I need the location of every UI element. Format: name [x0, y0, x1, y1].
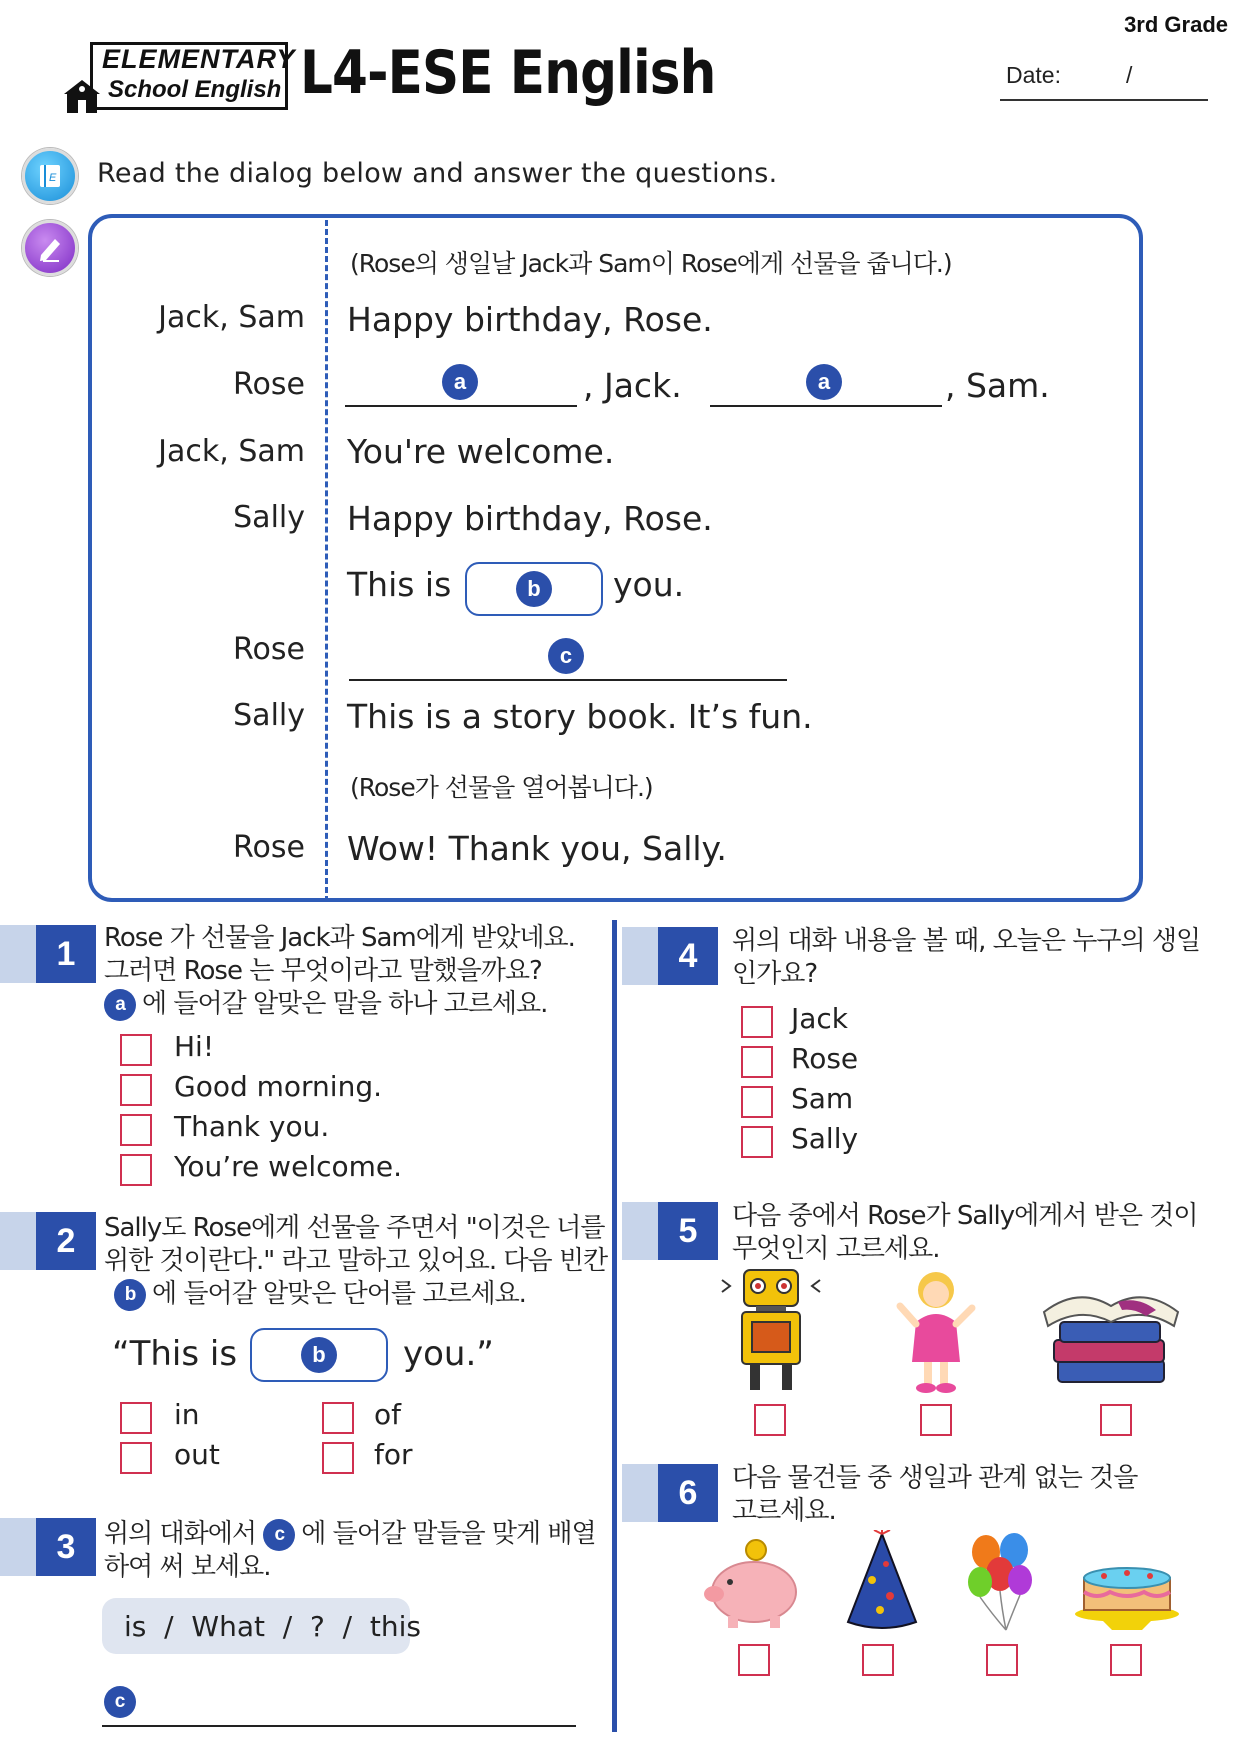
- dialog-line: This is a story book. It’s fun.: [347, 697, 813, 736]
- speaker-label: Jack, Sam: [158, 300, 305, 335]
- dialog-line: This is: [347, 565, 452, 604]
- logo-text-line1: ELEMENTARY: [102, 44, 296, 74]
- q4-option-label: Sally: [791, 1122, 859, 1155]
- question-5-text: 다음 중에서 Rose가 Sally에게서 받은 것이 무엇인지 고르세요.: [732, 1201, 1198, 1264]
- question-number-3: 3: [36, 1518, 96, 1576]
- q6-option-checkbox[interactable]: [738, 1644, 770, 1676]
- book-icon: [22, 148, 78, 204]
- date-slash: /: [1126, 62, 1133, 88]
- question-number-2: 2: [36, 1212, 96, 1270]
- q2-option-label: in: [174, 1398, 200, 1431]
- q6-option-checkbox[interactable]: [1110, 1644, 1142, 1676]
- q5-option-checkbox[interactable]: [1100, 1404, 1132, 1436]
- date-field[interactable]: [1000, 99, 1208, 101]
- q1-option-checkbox[interactable]: [120, 1034, 152, 1066]
- q5-option-checkbox[interactable]: [754, 1404, 786, 1436]
- q6-option-checkbox[interactable]: [862, 1644, 894, 1676]
- q4-option-checkbox[interactable]: [741, 1126, 773, 1158]
- question-3-text: 위의 대화에서 c 에 들어갈 말들을 맞게 배열 하여 써 보세요.: [104, 1519, 596, 1582]
- piggy-bank-icon: [700, 1536, 804, 1632]
- marker-b: b: [114, 1279, 146, 1311]
- q2-option-checkbox[interactable]: [120, 1402, 152, 1434]
- marker-b: b: [301, 1337, 337, 1373]
- dialog-line: , Jack.: [583, 366, 682, 405]
- instruction-text: Read the dialog below and answer the questions.: [97, 158, 778, 189]
- q2-option-label: of: [374, 1398, 401, 1431]
- q4-option-checkbox[interactable]: [741, 1006, 773, 1038]
- dialog-divider: [325, 220, 328, 902]
- q1-option-label: Thank you.: [174, 1110, 330, 1143]
- q6-option-checkbox[interactable]: [986, 1644, 1018, 1676]
- robot-icon: [716, 1266, 826, 1396]
- q4-option-checkbox[interactable]: [741, 1086, 773, 1118]
- q2-option-checkbox[interactable]: [322, 1402, 354, 1434]
- dialog-line: Happy birthday, Rose.: [347, 300, 713, 339]
- q1-option-checkbox[interactable]: [120, 1114, 152, 1146]
- dialog-line: Happy birthday, Rose.: [347, 499, 713, 538]
- question-number-5: 5: [658, 1202, 718, 1260]
- marker-c: c: [548, 638, 584, 674]
- doll-icon: [886, 1266, 986, 1396]
- blank-a1[interactable]: [345, 405, 577, 407]
- q5-option-checkbox[interactable]: [920, 1404, 952, 1436]
- marker-b: b: [516, 571, 552, 607]
- q1-option-label: Good morning.: [174, 1070, 383, 1103]
- logo-text-line2: School English: [108, 76, 282, 103]
- q1-option-checkbox[interactable]: [120, 1074, 152, 1106]
- q2-option-checkbox[interactable]: [120, 1442, 152, 1474]
- marker-a: a: [442, 364, 478, 400]
- party-hat-icon: [842, 1530, 922, 1634]
- word-bank-text: is / What / ? / this: [124, 1610, 421, 1643]
- marker-c: c: [104, 1686, 136, 1718]
- books-icon: [1038, 1276, 1184, 1394]
- svg-text:E: E: [49, 172, 57, 184]
- q2-option-label: for: [374, 1438, 413, 1471]
- dialog-line: Wow! Thank you, Sally.: [347, 829, 727, 868]
- blank-c[interactable]: [349, 679, 787, 681]
- marker-a: a: [806, 364, 842, 400]
- grade-label: 3rd Grade: [1124, 12, 1228, 37]
- balloons-icon: [962, 1530, 1042, 1634]
- dialog-line: , Sam.: [945, 366, 1050, 405]
- date-label: Date:: [1006, 62, 1061, 88]
- q3-answer-line[interactable]: [102, 1725, 576, 1727]
- q4-option-checkbox[interactable]: [741, 1046, 773, 1078]
- question-number-4: 4: [658, 927, 718, 985]
- blank-a2[interactable]: [710, 405, 942, 407]
- page-title: L4-ESE English: [300, 38, 716, 108]
- pencil-icon: [22, 220, 78, 276]
- q1-option-label: You’re welcome.: [174, 1150, 403, 1183]
- column-divider: [612, 920, 617, 1732]
- dialog-line: You're welcome.: [347, 432, 615, 471]
- speaker-label: Rose: [233, 632, 305, 667]
- speaker-label: Rose: [233, 367, 305, 402]
- speaker-label: Rose: [233, 830, 305, 865]
- q1-option-label: Hi!: [174, 1030, 215, 1063]
- marker-a: a: [104, 989, 136, 1021]
- dialog-note: (Rose가 선물을 열어봅니다.): [350, 773, 653, 802]
- marker-c: c: [263, 1519, 295, 1551]
- question-2-text: Sally도 Rose에게 선물을 주면서 "이것은 너를 위한 것이란다." 라고 말하고 있어요. 다음 빈칸 b 에 들어갈 알맞은 단어를 고르세요.: [104, 1213, 608, 1309]
- speaker-label: Sally: [233, 500, 305, 535]
- q2-sentence-end: you.”: [403, 1334, 494, 1374]
- q2-option-label: out: [174, 1438, 220, 1471]
- question-number-6: 6: [658, 1464, 718, 1522]
- question-6-text: 다음 물건들 중 생일과 관계 없는 것을 고르세요.: [732, 1463, 1138, 1526]
- q4-option-label: Jack: [791, 1002, 849, 1035]
- q4-option-label: Rose: [791, 1042, 859, 1075]
- speaker-label: Jack, Sam: [158, 434, 305, 469]
- question-1-text: Rose 가 선물을 Jack과 Sam에게 받았네요. 그러면 Rose 는 무엇이라고 말했을까요? a 에 들어갈 알맞은 말을 하나 고르세요.: [104, 923, 575, 1019]
- q1-option-checkbox[interactable]: [120, 1154, 152, 1186]
- speaker-label: Sally: [233, 698, 305, 733]
- q2-sentence-start: “This is: [112, 1334, 238, 1374]
- school-house-icon: [62, 78, 102, 114]
- cake-icon: [1072, 1548, 1182, 1632]
- q2-option-checkbox[interactable]: [322, 1442, 354, 1474]
- q4-option-label: Sam: [791, 1082, 854, 1115]
- dialog-line: you.: [613, 565, 685, 604]
- question-number-1: 1: [36, 925, 96, 983]
- dialog-note: (Rose의 생일날 Jack과 Sam이 Rose에게 선물을 줍니다.): [350, 249, 952, 278]
- question-4-text: 위의 대화 내용을 볼 때, 오늘은 누구의 생일 인가요?: [732, 926, 1201, 989]
